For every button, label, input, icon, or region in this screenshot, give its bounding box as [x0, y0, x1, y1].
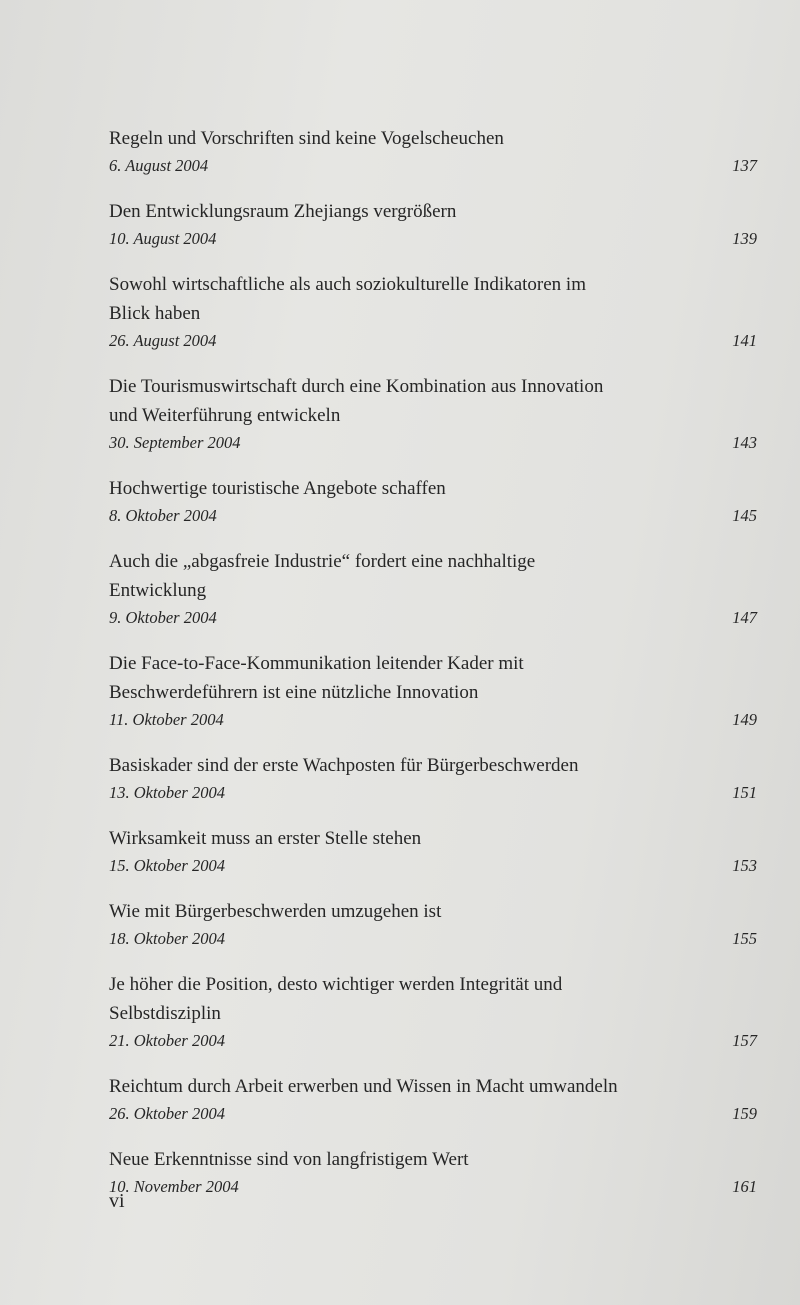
- toc-entry: [109, 751, 757, 805]
- entry-title-line: Die Tourismuswirtschaft durch eine Kombination aus Innovation: [109, 376, 604, 397]
- entry-page-number: 143: [732, 433, 757, 452]
- entry-date: 15. Oktober 2004: [109, 856, 225, 875]
- entry-meta: [109, 503, 757, 528]
- entry-title: [109, 372, 757, 430]
- entry-title: [109, 124, 757, 153]
- entry-page-number: 155: [732, 929, 757, 948]
- toc-entry: [109, 1072, 757, 1126]
- entry-title: [109, 197, 757, 226]
- toc-entry: [109, 474, 757, 528]
- entry-title-line: Regeln und Vorschriften sind keine Vogelscheuchen: [109, 128, 504, 149]
- entry-meta: [109, 707, 757, 732]
- toc-entry: [109, 824, 757, 878]
- entry-date: 10. November 2004: [109, 1177, 239, 1196]
- entry-meta: [109, 605, 757, 630]
- entry-title-line: Sowohl wirtschaftliche als auch soziokulturelle Indikatoren im: [109, 274, 586, 295]
- toc-entry: [109, 970, 757, 1053]
- entry-meta: [109, 853, 757, 878]
- entry-title: [109, 970, 757, 1028]
- entry-meta: [109, 1028, 757, 1053]
- entry-meta: [109, 780, 757, 805]
- entry-date: 6. August 2004: [109, 156, 209, 175]
- entry-page-number: 161: [732, 1177, 757, 1196]
- page-folio: vi: [109, 1190, 125, 1212]
- entry-meta: [109, 430, 757, 455]
- entry-meta: [109, 1101, 757, 1126]
- entry-title: [109, 897, 757, 926]
- entry-page-number: 139: [732, 229, 757, 248]
- entry-title-line: Die Face-to-Face-Kommunikation leitender Kader mit: [109, 653, 524, 674]
- toc-entry: [109, 197, 757, 251]
- entry-page-number: 159: [732, 1104, 757, 1123]
- entry-page-number: 149: [732, 710, 757, 729]
- toc-entry: [109, 124, 757, 178]
- entry-title-line: Beschwerdeführern ist eine nützliche Innovation: [109, 682, 479, 703]
- entry-title-line: Wirksamkeit muss an erster Stelle stehen: [109, 828, 422, 849]
- entry-page-number: 145: [732, 506, 757, 525]
- entry-title-line: Wie mit Bürgerbeschwerden umzugehen ist: [109, 901, 442, 922]
- toc-entry: [109, 1145, 757, 1199]
- entry-date: 21. Oktober 2004: [109, 1031, 225, 1050]
- entry-date: 10. August 2004: [109, 229, 217, 248]
- toc-entry: [109, 547, 757, 630]
- entry-page-number: 151: [732, 783, 757, 802]
- entry-page-number: 157: [732, 1031, 757, 1050]
- entry-date: 26. Oktober 2004: [109, 1104, 225, 1123]
- entry-title-line: Entwicklung: [109, 580, 207, 601]
- entry-date: 13. Oktober 2004: [109, 783, 225, 802]
- entry-title-line: Hochwertige touristische Angebote schaffen: [109, 478, 446, 499]
- entry-title: [109, 751, 757, 780]
- entry-page-number: 153: [732, 856, 757, 875]
- entry-date: 9. Oktober 2004: [109, 608, 217, 627]
- toc-entry: [109, 897, 757, 951]
- entry-title-line: Selbstdisziplin: [109, 1003, 221, 1024]
- entry-title-line: Den Entwicklungsraum Zhejiangs vergrößern: [109, 201, 457, 222]
- entry-title-line: und Weiterführung entwickeln: [109, 405, 341, 426]
- entry-meta: [109, 153, 757, 178]
- entry-meta: [109, 926, 757, 951]
- table-of-contents: [109, 124, 757, 1218]
- entry-meta: [109, 226, 757, 251]
- entry-title: [109, 1145, 757, 1174]
- toc-entry: [109, 372, 757, 455]
- entry-page-number: 141: [732, 331, 757, 350]
- entry-title: [109, 1072, 757, 1101]
- entry-title: [109, 474, 757, 503]
- toc-entry: [109, 270, 757, 353]
- entry-title: [109, 824, 757, 853]
- entry-title-line: Basiskader sind der erste Wachposten für Bürgerbeschwerden: [109, 755, 579, 776]
- entry-page-number: 137: [732, 156, 757, 175]
- entry-date: 18. Oktober 2004: [109, 929, 225, 948]
- entry-title-line: Je höher die Position, desto wichtiger werden Integrität und: [109, 974, 563, 995]
- entry-title: [109, 270, 757, 328]
- entry-title: [109, 649, 757, 707]
- entry-title-line: Reichtum durch Arbeit erwerben und Wissen in Macht umwandeln: [109, 1076, 618, 1097]
- entry-meta: [109, 1174, 757, 1199]
- entry-date: 30. September 2004: [109, 433, 241, 452]
- entry-title-line: Blick haben: [109, 303, 201, 324]
- entry-title: [109, 547, 757, 605]
- entry-date: 11. Oktober 2004: [109, 710, 224, 729]
- entry-page-number: 147: [732, 608, 757, 627]
- entry-date: 8. Oktober 2004: [109, 506, 217, 525]
- entry-meta: [109, 328, 757, 353]
- toc-entry: [109, 649, 757, 732]
- entry-title-line: Auch die „abgasfreie Industrie“ fordert eine nachhaltige: [109, 551, 536, 572]
- entry-title-line: Neue Erkenntnisse sind von langfristigem Wert: [109, 1149, 469, 1170]
- entry-date: 26. August 2004: [109, 331, 217, 350]
